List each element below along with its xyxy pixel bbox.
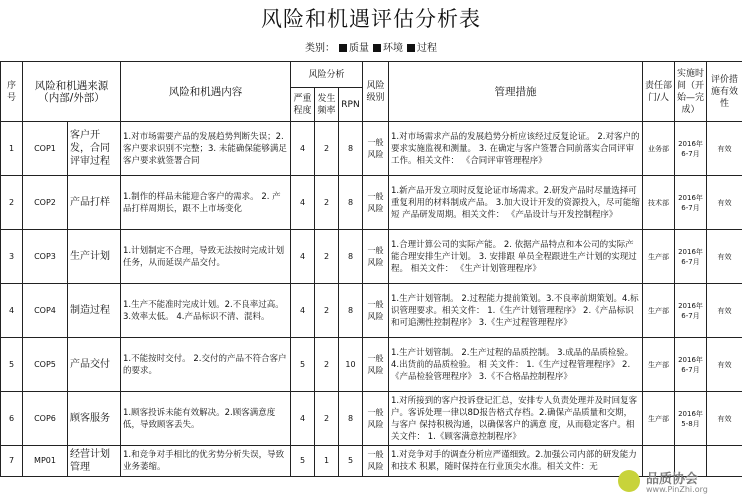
cell-rpn: 8	[339, 392, 363, 446]
table-row	[1, 230, 742, 284]
cell-rpn: 8	[339, 230, 363, 284]
cell-measures: 1.合理计算公司的实际产能。 2. 依据产品特点和本公司的实际产能合理安排生产计划。 3. 安排跟 单员全程跟进生产计划的实现过程。 相关文件： 《生产计划管理程序》	[389, 230, 643, 284]
square-bullet-icon	[373, 44, 381, 52]
cell-level: 一般风险	[363, 284, 389, 338]
cell-severity: 4	[291, 230, 315, 284]
cell-seq: 5	[1, 338, 23, 392]
cell-seq: 7	[1, 446, 23, 477]
cell-code: COP5	[23, 338, 68, 392]
cell-occurrence: 2	[315, 176, 339, 230]
cell-occurrence: 2	[315, 230, 339, 284]
header-level: 风险级别	[363, 62, 389, 122]
cell-time: 2016年6-7月	[675, 338, 707, 392]
header-analysis: 风险分析	[291, 62, 363, 88]
cell-severity: 4	[291, 392, 315, 446]
cell-code: COP2	[23, 176, 68, 230]
cell-process: 经营计划管理	[68, 446, 121, 477]
watermark-url: www.PinZhi.org	[646, 485, 708, 494]
cell-level: 一般风险	[363, 392, 389, 446]
cell-content: 1.制作的样品未能迎合客户的需求。 2. 产品打样周期长，跟不上市场变化	[121, 176, 291, 230]
page-title: 风险和机遇评估分析表	[261, 7, 481, 31]
cell-occurrence: 2	[315, 338, 339, 392]
cell-process: 顾客服务	[68, 392, 121, 446]
cell-measures: 1.新产品开发立项时反复论证市场需求。2.研发产品时尽量选择可重复利用的材料制成产品。 3.加大设计开发的资源投入，尽可能缩短 产品研发周期。相关文件： 《产品设计与开发控制程序》	[389, 176, 643, 230]
cell-occurrence: 1	[315, 446, 339, 477]
cell-severity: 4	[291, 176, 315, 230]
cell-time: 2016年6-7月	[675, 230, 707, 284]
table-row	[1, 122, 742, 176]
header-occurrence: 发生频率	[315, 88, 339, 122]
cell-dept: 生产部	[643, 230, 675, 284]
cell-measures: 1.对所接到的客户投诉登记汇总，安排专人负责处理并及时回复客户。客诉处理一律以8D报告格式存档。2.确保产品质量和交期，与客户 保持积极沟通，以确保客户的满意 度，从而稳定客户。相关文件： 1.《顾客满意控制程序》	[389, 392, 643, 446]
cell-dept: 生产部	[643, 338, 675, 392]
cell-measures: 1.生产计划管制。 2.生产过程的品质控制。 3.成品的品质检验。 4.出货前的品质检验。 相 关文件： 1.《生产过程管理程序》 2.《产品检验管理程序》 3.《不合格品控制程序》	[389, 338, 643, 392]
cell-content: 1.对市场需要产品的发展趋势判断失误；2. 客户要求识别不完整；3. 未能确保能够满足客户要求就签署合同	[121, 122, 291, 176]
table-row	[1, 392, 742, 446]
cell-occurrence: 2	[315, 122, 339, 176]
cell-rpn: 8	[339, 284, 363, 338]
cell-effect: 有效	[707, 392, 742, 446]
cell-time: 2016年6-7月	[675, 284, 707, 338]
cell-effect: 有效	[707, 176, 742, 230]
cell-content: 1.不能按时交付。 2.交付的产品不符合客户的要求。	[121, 338, 291, 392]
square-bullet-icon	[339, 44, 347, 52]
cell-process: 客户开发，合同评审过程	[68, 122, 121, 176]
cell-severity: 5	[291, 338, 315, 392]
header-content: 风险和机遇内容	[121, 62, 291, 122]
cell-process: 制造过程	[68, 284, 121, 338]
cell-level: 一般风险	[363, 338, 389, 392]
cell-level: 一般风险	[363, 446, 389, 477]
cell-process: 产品打样	[68, 176, 121, 230]
cell-code: COP6	[23, 392, 68, 446]
cell-rpn: 10	[339, 338, 363, 392]
cell-effect: 有效	[707, 230, 742, 284]
logo-icon	[618, 470, 640, 492]
cell-rpn: 8	[339, 176, 363, 230]
cell-occurrence: 2	[315, 284, 339, 338]
cell-effect: 有效	[707, 122, 742, 176]
table-row	[1, 176, 742, 230]
cell-measures: 1.对市场需求产品的发展趋势分析应该经过反复论证。 2.对客户的要求实施监视和测量。 3. 在确定与客户签署合同前落实合同评审工作。相关文件： 《合同评审管理程序》	[389, 122, 643, 176]
header-dept: 责任部门/人	[643, 62, 675, 122]
legend-item: 质量	[349, 43, 369, 54]
cell-dept: 生产部	[643, 284, 675, 338]
watermark-name: 品质协会	[646, 472, 699, 487]
legend-label: 类别：	[305, 43, 335, 54]
cell-content: 1.和竞争对手相比的优劣势分析失误，导致业务萎缩。	[121, 446, 291, 477]
cell-level: 一般风险	[363, 230, 389, 284]
cell-content: 1.顾客投诉未能有效解决。2.顾客满意度低，导致顾客丢失。	[121, 392, 291, 446]
header-effect: 评价措施有效性	[707, 62, 742, 122]
cell-dept: 生产部	[643, 392, 675, 446]
cell-code: COP3	[23, 230, 68, 284]
cell-code: MP01	[23, 446, 68, 477]
risk-table	[0, 61, 742, 477]
cell-measures: 1.对竞争对手的调查分析应严谨细致。2.加强公司内部的研发能力和技术 积累，随时保持在行业顶尖水准。相关文件：无	[389, 446, 643, 477]
header-measures: 管理措施	[389, 62, 643, 122]
cell-occurrence: 2	[315, 392, 339, 446]
cell-seq: 6	[1, 392, 23, 446]
cell-rpn: 5	[339, 446, 363, 477]
cell-effect: 有效	[707, 284, 742, 338]
cell-level: 一般风险	[363, 176, 389, 230]
cell-seq: 1	[1, 122, 23, 176]
cell-code: COP4	[23, 284, 68, 338]
legend-item: 过程	[417, 43, 437, 54]
cell-dept: 技术部	[643, 176, 675, 230]
cell-content: 1.计划制定不合理，导致无法按时完成计划任务，从而延误产品交付。	[121, 230, 291, 284]
cell-effect: 有效	[707, 338, 742, 392]
square-bullet-icon	[407, 44, 415, 52]
cell-dept: 业务部	[643, 122, 675, 176]
cell-code: COP1	[23, 122, 68, 176]
cell-process: 生产计划	[68, 230, 121, 284]
header-time: 实施时间（开始—完成）	[675, 62, 707, 122]
table-row	[1, 284, 742, 338]
cell-seq: 4	[1, 284, 23, 338]
legend-item: 环境	[383, 43, 403, 54]
cell-content: 1.生产不能准时完成计划。2.不良率过高。3.效率太低。 4.产品标识不清、混料。	[121, 284, 291, 338]
cell-time: 2016年6-7月	[675, 176, 707, 230]
cell-level: 一般风险	[363, 122, 389, 176]
cell-seq: 2	[1, 176, 23, 230]
category-legend	[0, 38, 742, 60]
cell-severity: 4	[291, 284, 315, 338]
cell-severity: 5	[291, 446, 315, 477]
cell-time: 2016年5-8月	[675, 392, 707, 446]
cell-seq: 3	[1, 230, 23, 284]
cell-measures: 1.生产计划管制。 2.过程能力提前策划。3.不良率前期策划。4.标识管理要求。相关文件： 1.《生产计划管理程序》 2.《产品标识和可追溯性控制程序》 3.《生产过程管理程序》	[389, 284, 643, 338]
header-rpn: RPN	[339, 88, 363, 122]
table-row	[1, 338, 742, 392]
watermark	[616, 468, 736, 498]
header-source: 风险和机遇来源（内部/外部）	[23, 62, 121, 122]
cell-severity: 4	[291, 122, 315, 176]
cell-time: 2016年6-7月	[675, 122, 707, 176]
header-severity: 严重程度	[291, 88, 315, 122]
cell-process: 产品交付	[68, 338, 121, 392]
cell-rpn: 8	[339, 122, 363, 176]
header-seq: 序号	[1, 62, 23, 122]
